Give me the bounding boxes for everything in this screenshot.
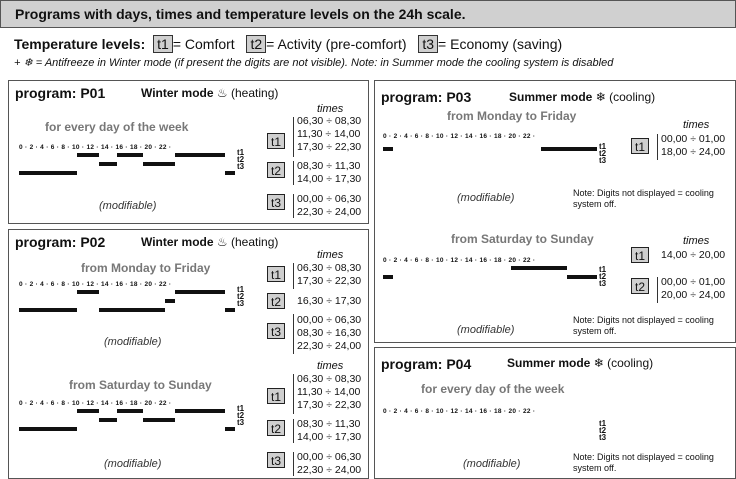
p02-bar-t3: [225, 427, 235, 431]
p03-bar-t2: [383, 275, 393, 279]
p01-bar-t2: [143, 162, 175, 166]
p03-t1-box-a: t1: [631, 138, 649, 154]
p02-bar-t2: [165, 299, 175, 303]
p02-bar-t1: [175, 290, 225, 294]
p01-bracket: [293, 161, 294, 185]
p04-modifiable: (modifiable): [463, 458, 521, 470]
p03-t1-times-b: 14,00 ÷ 20,00: [661, 249, 726, 261]
program-p03-panel: [374, 80, 736, 343]
p03-bracket: [657, 277, 658, 303]
p01-times-heading: times: [317, 103, 344, 115]
p04-title: program: P04: [381, 356, 472, 372]
p01-bar-t2: [99, 162, 117, 166]
flame-icon: ♨: [216, 86, 228, 100]
t3-text: = Economy (saving): [438, 36, 563, 52]
p04-level-scale: t1 t2 t3: [599, 419, 607, 442]
p02-bar-t1: [77, 409, 99, 413]
p02-bar-t1: [175, 409, 225, 413]
p01-t2-box: t2: [267, 162, 285, 178]
p02-title: program: P02: [15, 234, 106, 250]
p01-bar-t1: [77, 153, 99, 157]
p02-t3-box-b: t3: [267, 452, 285, 468]
p03-modifiable-b: (modifiable): [457, 324, 515, 336]
temperature-levels: [14, 35, 562, 53]
t3-badge: t3: [418, 35, 438, 53]
p03-bar-t2: [567, 275, 597, 279]
p03-t1-box-b: t1: [631, 247, 649, 263]
p04-hour-scale: 0 · 2 · 4 · 6 · 8 · 10 · 12 · 14 · 16 · 18 · 20 · 22 ·: [383, 408, 536, 415]
snowflake-icon: ❄: [593, 356, 604, 370]
p02-t3-times-b: 00,00 ÷ 06,30 22,30 ÷ 24,00: [297, 451, 362, 476]
p03-t1-times-a: 00,00 ÷ 01,00 18,00 ÷ 24,00: [661, 133, 726, 158]
p03-note-b: Note: Digits not displayed = cooling system off.: [573, 315, 714, 336]
p02-bar-t2: [99, 418, 117, 422]
p02-bracket: [293, 419, 294, 443]
t1-badge: t1: [153, 35, 173, 53]
p01-t2-times: 08,30 ÷ 11,30 14,00 ÷ 17,30: [297, 160, 362, 185]
p02-t1-times-a: 06,30 ÷ 08,30 17,30 ÷ 22,30: [297, 262, 362, 287]
p02-t2-times-a: 16,30 ÷ 17,30: [297, 295, 362, 307]
antifreeze-note: + ❄ = Antifreeze in Winter mode (if present the digits are not visible). Note: in Summer mode the cooling system is disabled: [14, 57, 614, 69]
p03-hour-scale-a: 0 · 2 · 4 · 6 · 8 · 10 · 12 · 14 · 16 · 18 · 20 · 22 ·: [383, 133, 536, 140]
p01-t1-times: 06,30 ÷ 08,30 11,30 ÷ 14,00 17,30 ÷ 22,30: [297, 115, 362, 153]
p02-times-heading-b: times: [317, 360, 344, 372]
p03-bar-t1: [511, 266, 567, 270]
p03-bracket: [657, 134, 658, 160]
p03-t2-box-b: t2: [631, 278, 649, 294]
p01-t1-box: t1: [267, 133, 285, 149]
p02-times-heading-a: times: [317, 249, 344, 261]
p02-t2-box-a: t2: [267, 293, 285, 309]
flame-icon: ♨: [216, 235, 228, 249]
p02-level-scale-a: t1 t2 t3: [237, 285, 245, 308]
p01-bar-t3: [19, 171, 77, 175]
p03-modifiable-a: (modifiable): [457, 192, 515, 204]
p01-t3-times: 00,00 ÷ 06,30 22,30 ÷ 24,00: [297, 193, 362, 218]
p04-mode: Summer mode ❄ (cooling): [507, 356, 654, 370]
page-title: Programs with days, times and temperature levels on the 24h scale.: [15, 6, 466, 22]
p02-t1-times-b: 06,30 ÷ 08,30 11,30 ÷ 14,00 17,30 ÷ 22,30: [297, 373, 362, 411]
p02-subtitle-weekend: from Saturday to Sunday: [69, 378, 212, 392]
snowflake-icon: ❄: [595, 90, 606, 104]
p03-t2-times-b: 00,00 ÷ 01,00 20,00 ÷ 24,00: [661, 276, 726, 301]
p02-bar-t3: [225, 308, 235, 312]
p02-level-scale-b: t1 t2 t3: [237, 404, 245, 427]
p03-times-heading-b: times: [683, 235, 710, 247]
p04-subtitle: for every day of the week: [421, 382, 565, 396]
p03-title: program: P03: [381, 89, 472, 105]
p02-t1-box-b: t1: [267, 388, 285, 404]
p03-times-heading-a: times: [683, 119, 710, 131]
p01-bracket: [293, 194, 294, 218]
p02-t3-times-a: 00,00 ÷ 06,30 08,30 ÷ 16,30 22,30 ÷ 24,00: [297, 314, 362, 352]
p02-t2-times-b: 08,30 ÷ 11,30 14,00 ÷ 17,30: [297, 418, 362, 443]
p02-bracket: [293, 452, 294, 476]
t2-text: = Activity (pre-comfort): [266, 36, 407, 52]
p02-t1-box-a: t1: [267, 266, 285, 282]
p03-hour-scale-b: 0 · 2 · 4 · 6 · 8 · 10 · 12 · 14 · 16 · 18 · 20 · 22 ·: [383, 257, 536, 264]
p04-note: Note: Digits not displayed = cooling system off.: [573, 452, 714, 473]
p03-bar-t1: [541, 147, 597, 151]
p02-bar-t1: [77, 290, 99, 294]
p01-title: program: P01: [15, 85, 106, 101]
p02-hour-scale-a: 0 · 2 · 4 · 6 · 8 · 10 · 12 · 14 · 16 · 18 · 20 · 22 ·: [19, 281, 172, 288]
p02-hour-scale-b: 0 · 2 · 4 · 6 · 8 · 10 · 12 · 14 · 16 · 18 · 20 · 22 ·: [19, 400, 172, 407]
p02-bracket: [293, 263, 294, 289]
program-p01-panel: [8, 80, 369, 224]
p02-mode: Winter mode ♨ (heating): [141, 235, 279, 249]
p02-bracket: [293, 374, 294, 414]
p01-modifiable: (modifiable): [99, 200, 157, 212]
p02-t3-box-a: t3: [267, 323, 285, 339]
p02-bar-t1: [117, 409, 143, 413]
p01-bar-t1: [117, 153, 143, 157]
p01-bar-t1: [175, 153, 225, 157]
p03-level-scale-a: t1 t2 t3: [599, 142, 607, 165]
p01-bracket: [293, 117, 294, 157]
t1-text: = Comfort: [172, 36, 235, 52]
header-bar: [0, 0, 736, 28]
t2-badge: t2: [246, 35, 266, 53]
p03-mode: Summer mode ❄ (cooling): [509, 90, 656, 104]
program-p04-panel: [374, 347, 736, 479]
p01-bar-t3: [225, 171, 235, 175]
p02-bar-t3: [19, 308, 77, 312]
p02-bar-t2: [143, 418, 175, 422]
p02-modifiable-b: (modifiable): [104, 458, 162, 470]
p02-bar-t3: [99, 308, 165, 312]
p02-bracket: [293, 314, 294, 354]
p02-subtitle-weekday: from Monday to Friday: [81, 261, 211, 275]
p01-mode: Winter mode ♨ (heating): [141, 86, 279, 100]
p01-hour-scale: 0 · 2 · 4 · 6 · 8 · 10 · 12 · 14 · 16 · 18 · 20 · 22 ·: [19, 144, 172, 151]
p02-bar-t3: [19, 427, 77, 431]
program-p02-panel: [8, 229, 369, 479]
p03-subtitle-weekday: from Monday to Friday: [447, 109, 577, 123]
p02-modifiable-a: (modifiable): [104, 336, 162, 348]
p01-t3-box: t3: [267, 194, 285, 210]
p02-t2-box-b: t2: [267, 420, 285, 436]
p03-level-scale-b: t1 t2 t3: [599, 265, 607, 288]
p01-level-scale: t1 t2 t3: [237, 148, 245, 171]
p03-subtitle-weekend: from Saturday to Sunday: [451, 232, 594, 246]
levels-label: Temperature levels:: [14, 36, 146, 52]
p01-subtitle: for every day of the week: [45, 120, 189, 134]
p03-note-a: Note: Digits not displayed = cooling system off.: [573, 188, 714, 209]
p03-bar-t1: [383, 147, 393, 151]
